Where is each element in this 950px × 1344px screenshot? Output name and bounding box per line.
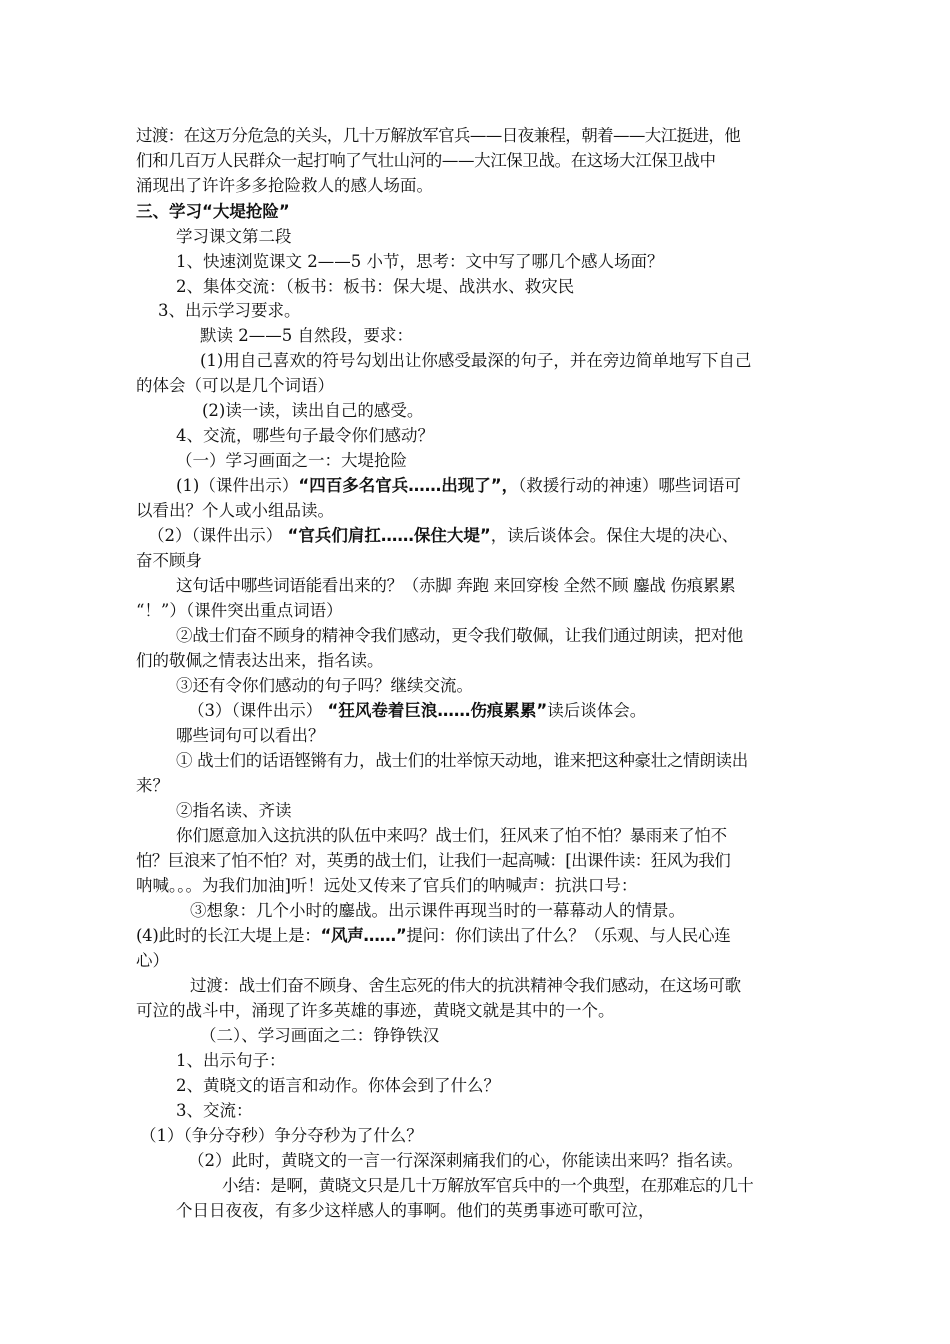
text-segment: （3）（课件出示） <box>188 701 328 720</box>
text-line: 1、快速浏览课文 2——5 小节，思考：文中写了哪几个感人场面？ <box>176 252 664 271</box>
text-line: 3、交流： <box>176 1101 253 1120</box>
text-line: “！”）（课件突出重点词语） <box>136 601 343 620</box>
text-line: 涌现出了许许多多抢险救人的感人场面。 <box>136 176 433 195</box>
text-line: (1)用自己喜欢的符号勾划出让你感受最深的句子，并在旁边简单地写下自己 <box>200 351 752 370</box>
text-line: 过渡：战士们奋不顾身、舍生忘死的伟大的抗洪精神令我们感动，在这场可歌 <box>190 976 741 995</box>
text-line: 来？ <box>136 776 169 795</box>
quoted-sentence: “官兵们肩扛……保住大堤” <box>287 526 491 545</box>
text-segment: （救援行动的神速）哪些词语可 <box>518 476 741 495</box>
quoted-sentence: “四百多名官兵……出现了”， <box>298 476 519 495</box>
text-line <box>188 699 646 723</box>
text-line: 呐喊。。。为我们加油]听！远处又传来了官兵们的呐喊声：抗洪口号： <box>136 876 638 895</box>
text-line: 过渡：在这万分危急的关头，几十万解放军官兵——日夜兼程，朝着——大江挺进，他 <box>136 126 741 145</box>
text-line: ③还有令你们感动的句子吗？继续交流。 <box>176 676 473 695</box>
text-line: ① 战士们的话语铿锵有力，战士们的壮举惊天动地，谁来把这种豪壮之情朗读出 <box>176 751 748 770</box>
text-line: 1、出示句子： <box>176 1051 286 1070</box>
text-segment: ，读后谈体会。保住大堤的决心、 <box>490 526 739 545</box>
subsection-heading: （一）学习画面之一：大堤抢险 <box>176 451 407 470</box>
text-line: 的体会（可以是几个词语） <box>136 376 334 395</box>
text-line: 2、集体交流：（板书：板书：保大堤、战洪水、救灾民 <box>176 277 575 296</box>
text-line: 哪些词句可以看出？ <box>176 726 325 745</box>
text-segment: (1)（课件出示） <box>176 476 299 495</box>
text-line: 你们愿意加入这抗洪的队伍中来吗？战士们，狂风来了怕不怕？暴雨来了怕不 <box>176 826 727 845</box>
text-line: 可泣的战斗中，涌现了许多英雄的事迹，黄晓文就是其中的一个。 <box>136 1001 615 1020</box>
text-segment: 提问：你们读出了什么？（乐观、与人民心连 <box>406 926 731 945</box>
section-heading: 三、学习“大堤抢险” <box>136 202 290 221</box>
text-line: （2）此时，黄晓文的一言一行深深刺痛我们的心，你能读出来吗？指名读。 <box>188 1151 743 1170</box>
text-line: 心） <box>136 951 169 970</box>
text-line: 奋不顾身 <box>136 551 202 570</box>
text-line <box>148 524 738 548</box>
text-line: ②指名读、齐读 <box>176 801 292 820</box>
text-line: (2)读一读，读出自己的感受。 <box>202 401 424 420</box>
text-line: ③想象：几个小时的鏖战。出示课件再现当时的一幕幕动人的情景。 <box>190 901 685 920</box>
text-line <box>176 474 741 498</box>
text-line: 2、黄晓文的语言和动作。你体会到了什么？ <box>176 1076 500 1095</box>
text-line <box>136 924 730 948</box>
text-line: 4、交流，哪些句子最令你们感动？ <box>176 426 434 445</box>
subsection-heading: （二）、学习画面之二：铮铮铁汉 <box>200 1026 440 1045</box>
text-segment: (4)此时的长江大堤上是： <box>136 926 321 945</box>
text-line: 怕？巨浪来了怕不怕？对，英勇的战士们，让我们一起高喊：[出课件读：狂风为我们 <box>136 851 731 870</box>
text-segment: （2）（课件出示） <box>148 526 288 545</box>
text-line: 们和几百万人民群众一起打响了气壮山河的——大江保卫战。在这场大江保卫战中 <box>136 151 716 170</box>
quoted-sentence: “狂风卷着巨浪……伤痕累累” <box>327 701 548 720</box>
text-line: 小结：是啊，黄晓文只是几十万解放军官兵中的一个典型，在那难忘的几十 <box>222 1176 754 1195</box>
text-line: 们的敬佩之情表达出来，指名读。 <box>136 651 384 670</box>
text-line: （1）（争分夺秒）争分夺秒为了什么？ <box>140 1126 423 1145</box>
text-line: 以看出？个人或小组品读。 <box>136 501 334 520</box>
text-line: 个日日夜夜，有多少这样感人的事啊。他们的英勇事迹可歌可泣， <box>176 1201 655 1220</box>
text-segment: 读后谈体会。 <box>547 701 647 720</box>
text-line: 默读 2——5 自然段，要求： <box>200 326 413 345</box>
text-line: 3、出示学习要求。 <box>158 301 301 320</box>
text-line: 学习课文第二段 <box>176 227 292 246</box>
text-line: ②战士们奋不顾身的精神令我们感动，更令我们敬佩，让我们通过朗读，把对他 <box>176 626 744 645</box>
quoted-sentence: “风声……” <box>320 926 407 945</box>
text-line: 这句话中哪些词语能看出来的？（赤脚 奔跑 来回穿梭 全然不顾 鏖战 伤痕累累 <box>176 576 736 595</box>
